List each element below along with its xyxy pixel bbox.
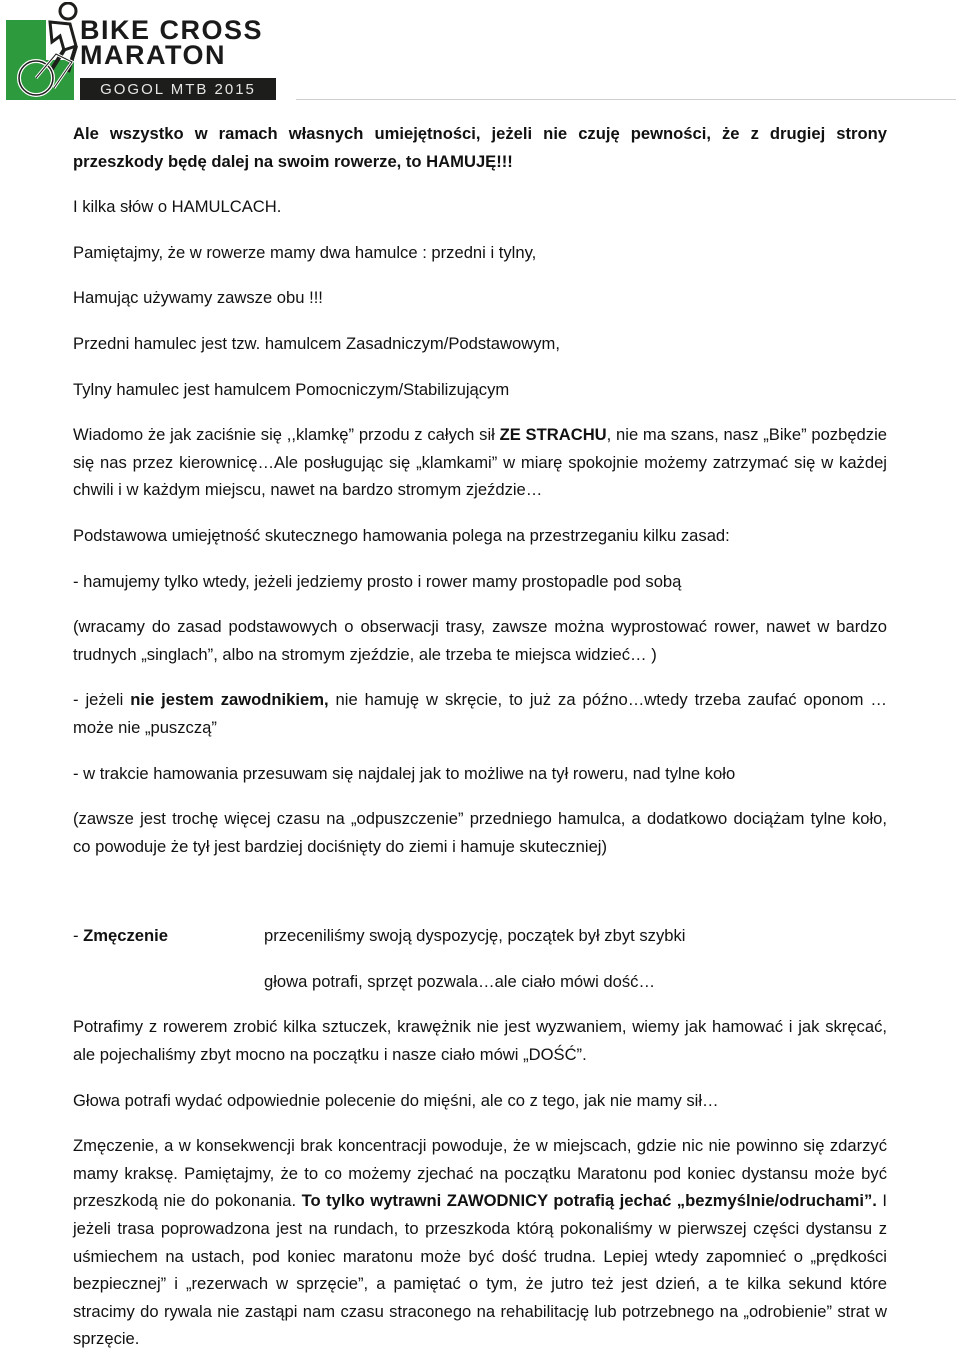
paragraph-front-brake: Przedni hamulec jest tzw. hamulcem Zasadniczym/Podstawowym,	[73, 333, 560, 353]
fatigue-label-text: Zmęczenie	[83, 926, 168, 946]
logo-title-line2: MARATON	[80, 40, 226, 70]
fatigue-label	[73, 922, 264, 950]
fatigue-row	[73, 922, 887, 950]
paragraph-two-brakes: Pamiętajmy, że w rowerze mamy dwa hamulce : przedni i tylny,	[73, 242, 537, 262]
paragraph-rule-weight-back: - w trakcie hamowania przesuwam się najdalej jak to możliwe na tył roweru, nad tylne koło	[73, 763, 736, 783]
paragraph-head-muscles: Głowa potrafi wydać odpowiednie polecenie do mięśni, ale co z tego, jak nie mamy sił…	[73, 1090, 719, 1110]
text-segment: Zmęczenie, a w konsekwencji brak koncentracji powoduje, że w miejscach, gdzie nic nie powinno się zdarzyć mamy kraksę. Pamiętajmy, że to co możemy zjechać na początku Maratonu pod koniec dystansu może być przeszkodą nie do pokonania.	[73, 1136, 887, 1211]
logo-title-line1: BIKE CROSS	[80, 15, 264, 45]
text-segment: , nie ma szans, nasz „Bike” pozbędzie się nas przez kierownicę…Ale posługując się „klamkami” w miarę spokojnie możemy zatrzymać się w każdej chwili i w każdym miejscu, nawet na bardzo stromym zjeździe…	[73, 425, 887, 500]
text-segment: Wiadomo że jak zaciśnie się ,,klamkę” przodu z całych sił	[73, 425, 500, 445]
bike-cross-maraton-logo	[6, 2, 276, 100]
fatigue-prefix: -	[73, 926, 84, 946]
emphasis-text: To tylko wytrawni ZAWODNICY potrafią jechać „bezmyślnie/odruchami”.	[301, 1191, 877, 1211]
paragraph-rule-straight: - hamujemy tylko wtedy, jeżeli jedziemy prosto i rower mamy prostopadle pod sobą	[73, 571, 682, 591]
paragraph-braking-intro: Ale wszystko w ramach własnych umiejętności, jeżeli nie czuję pewności, że z drugiej strony przeszkody będę dalej na swoim rowerze, to HAMUJĘ!!!	[73, 124, 887, 171]
text-segment: nie hamuję w skręcie, to już za późno…wtedy trzeba zaufać oponom …może nie „puszczą”	[73, 690, 888, 737]
emphasis-text: ZE STRACHU	[499, 425, 607, 445]
header-divider	[296, 99, 956, 100]
fatigue-line1: przeceniliśmy swoją dyspozycję, początek był zbyt szybki	[264, 926, 686, 946]
paragraph-fatigue-consequences	[73, 1132, 887, 1353]
paragraph-rule-turning	[73, 686, 887, 741]
paragraph-body-says-enough: Potrafimy z rowerem zrobić kilka sztuczek, krawężnik nie jest wyzwaniem, wiemy jak hamować i jak skręcać, ale pojechaliśmy zbyt mocno na początku i nasze ciało mówi „DOŚĆ”.	[73, 1017, 887, 1065]
text-segment: I jeżeli trasa poprowadzona jest na rundach, to przeszkoda którą pokonaliśmy w pierwszej części dystansu z uśmiechem na ustach, pod koniec maratonu może być dość trudna. Lepiej wtedy zapomnieć o „prędkości bezpiecznej” i „rezerwach w sprzęcie”, a pamiętać o tym, że jutro też jest dzień, a te kilka sekund które stracimy do rywala nie zastąpi nam czasu straconego na rehabilitację lub potrzebnego na „odrobienie” strat w sprzęcie.	[73, 1191, 887, 1349]
emphasis-text: nie jestem zawodnikiem,	[130, 690, 329, 710]
paragraph-rule-weight-back-note: (zawsze jest trochę więcej czasu na „odpuszczenie” przedniego hamulca, a dodatkowo dociążam tylne koło, co powoduje że tył jest bardziej dociśnięty do ziemi i hamuje skuteczniej)	[73, 809, 887, 856]
paragraph-rear-brake: Tylny hamulec jest hamulcem Pomocniczym/Stabilizującym	[73, 379, 510, 399]
paragraph-grip-fear	[73, 421, 887, 504]
paragraph-brakes-heading: I kilka słów o HAMULCACH.	[73, 197, 282, 217]
paragraph-use-both: Hamując używamy zawsze obu !!!	[73, 288, 323, 308]
text-segment: - jeżeli	[73, 690, 131, 710]
logo-subtitle-bar	[80, 78, 276, 100]
spacer	[73, 878, 887, 922]
document-body	[73, 120, 887, 1371]
paragraph-rule-straight-note: (wracamy do zasad podstawowych o obserwacji trasy, zawsze można wyprostować rower, nawet w bardzo trudnych „singlach”, albo na stromym zjeździe, ale trzeba te miejsca widzieć… )	[73, 617, 887, 664]
logo-title	[80, 15, 264, 70]
fatigue-line2: głowa potrafi, sprzęt pozwala…ale ciało mówi dość…	[264, 971, 656, 991]
logo-subtitle: GOGOL MTB 2015	[100, 81, 256, 98]
paragraph-basic-skill: Podstawowa umiejętność skutecznego hamowania polega na przestrzeganiu kilku zasad:	[73, 525, 730, 545]
